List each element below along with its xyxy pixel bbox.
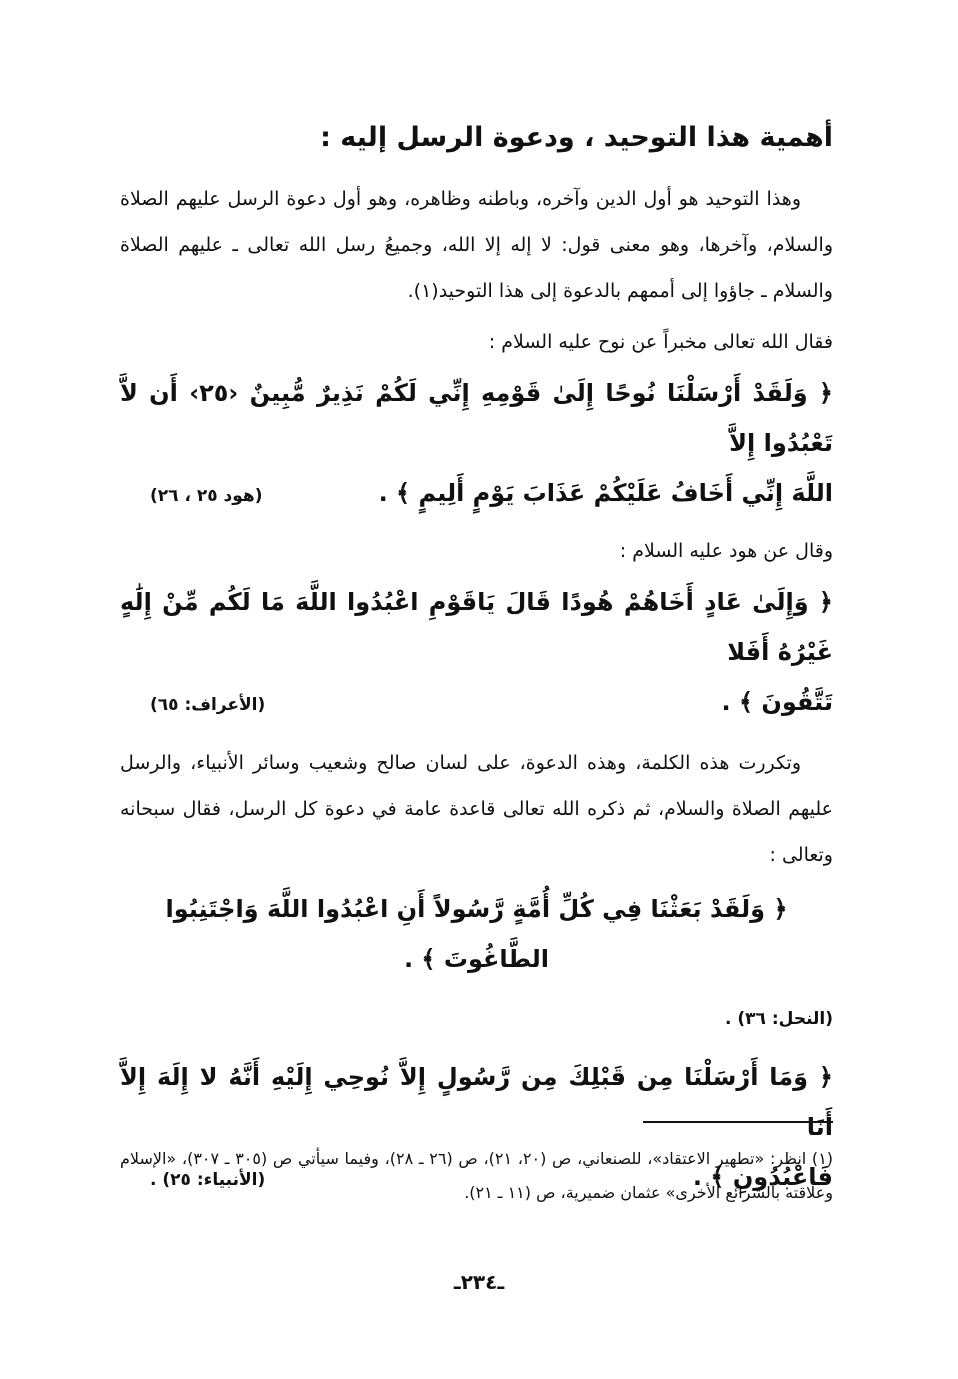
verse-reference: (الأعراف: ٦٥) bbox=[150, 695, 266, 715]
footnote-divider bbox=[643, 1121, 833, 1123]
footnote: (١) انظر: «تطهير الاعتقاد»، للصنعاني، ص (٢٠، ٢١)، ص (٢٦ ـ ٢٨)، وفيما سيأتي ص (٣٠٥ ـ ٣٠٧)، «الإسلام وعلاقته بالشرائع الأخرى» عثمان ضميرية، ص (١١ ـ ٢١). bbox=[120, 1149, 834, 1202]
page-body bbox=[120, 118, 833, 1215]
verse-reference: (هود ٢٥ ، ٢٦) bbox=[150, 486, 263, 506]
verse-line: اللَّهَ إِنِّي أَخَافُ عَلَيْكُمْ عَذَابَ يَوْمٍ أَلِيمٍ ﴾ . bbox=[378, 479, 833, 507]
verse-line: فَاعْبُدُونِ ﴾ . bbox=[692, 1163, 833, 1191]
verse-line: تَتَّقُونَ ﴾ . bbox=[721, 688, 833, 716]
verse-reference: (الأنبياء: ٢٥) . bbox=[150, 1170, 266, 1190]
paragraph-repetition: وتكررت هذه الكلمة، وهذه الدعوة، على لسان صالح وشعيب وسائر الأنبياء، والرسل عليهم الصلاة والسلام، ثم ذكره الله تعالى قاعدة عامة في دعوة كل الرسل، فقال سبحانه وتعالى : bbox=[120, 752, 833, 866]
verse-last-line bbox=[120, 468, 833, 521]
verse-line: ﴿ وَمَا أَرْسَلْنَا مِن قَبْلِكَ مِن رَّسُولٍ إِلاَّ نُوحِي إِلَيْهِ أَنَّهُ لا إِلَهَ إِلاَّ أَنَا bbox=[120, 1063, 833, 1141]
section-heading: أهمية هذا التوحيد ، ودعوة الرسل إليه : bbox=[320, 122, 833, 153]
verse-araf-65 bbox=[120, 577, 833, 730]
verse-last-line bbox=[120, 677, 833, 730]
intro-nuh: فقال الله تعالى مخبراً عن نوح عليه السلام : bbox=[488, 331, 833, 353]
page-number: ـ٢٣٤ـ bbox=[453, 1270, 505, 1294]
verse-hud-25-26 bbox=[120, 368, 833, 521]
intro-hud: وقال عن هود عليه السلام : bbox=[619, 540, 833, 562]
verse-nahl-36: ﴿ وَلَقَدْ بَعَثْنَا فِي كُلِّ أُمَّةٍ رَّسُولاً أَنِ اعْبُدُوا اللَّهَ وَاجْتَنِبُوا الطَّاغُوتَ ﴾ . bbox=[165, 895, 788, 973]
verse-reference: (النحل: ٣٦) . bbox=[725, 1009, 833, 1029]
paragraph-tawhid-importance: وهذا التوحيد هو أول الدين وآخره، وباطنه وظاهره، وهو أول دعوة الرسل عليهم الصلاة والسلام، وآخرها، وهو معنى قول: لا إله إلا الله، وجميعُ رسل الله تعالى ـ عليهم الصلاة والسلام ـ جاؤوا إلى أممهم بالدعوة إلى هذا التوحيد(١). bbox=[120, 188, 833, 302]
verse-line: ﴿ وَلَقَدْ أَرْسَلْنَا نُوحًا إِلَىٰ قَوْمِهِ إِنِّي لَكُمْ نَذِيرٌ مُّبِينٌ ‹٢٥› أَن لاَّ تَعْبُدُوا إِلاَّ bbox=[120, 379, 833, 457]
verse-line: ﴿ وَإِلَىٰ عَادٍ أَخَاهُمْ هُودًا قَالَ يَاقَوْمِ اعْبُدُوا اللَّهَ مَا لَكُم مِّنْ إِلَٰهٍ غَيْرُهُ أَفَلا bbox=[120, 588, 833, 666]
